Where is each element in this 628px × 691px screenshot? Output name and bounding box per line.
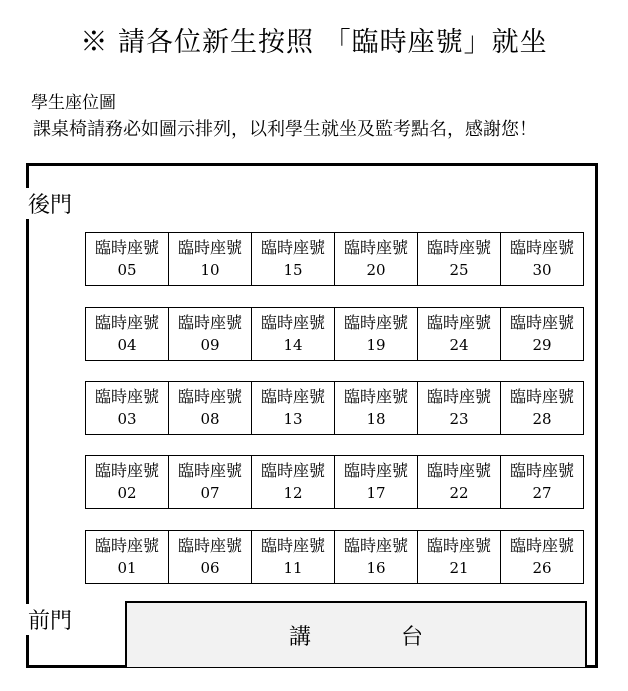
seat-number: 08 [200, 410, 220, 428]
seat-label: 臨時座號 [343, 461, 408, 480]
back-door-label: 後門 [26, 188, 76, 219]
seat-cell [335, 455, 418, 509]
seat-label: 臨時座號 [260, 313, 325, 332]
seat-label: 臨時座號 [94, 387, 159, 406]
seat-label: 臨時座號 [260, 238, 325, 257]
seat-label: 臨時座號 [426, 461, 491, 480]
seat-row [85, 307, 590, 361]
seat-cell [418, 307, 501, 361]
seat-label: 臨時座號 [177, 387, 242, 406]
seat-number: 01 [117, 559, 137, 577]
seat-cell [501, 381, 584, 435]
seat-number: 16 [366, 559, 386, 577]
seat-cell [252, 530, 335, 584]
seat-number: 07 [200, 484, 220, 502]
seat-number: 18 [366, 410, 386, 428]
seat-label: 臨時座號 [426, 387, 491, 406]
seat-label: 臨時座號 [509, 387, 574, 406]
seat-label: 臨時座號 [509, 238, 574, 257]
seat-label: 臨時座號 [343, 387, 408, 406]
seat-number: 21 [449, 559, 469, 577]
seat-label: 臨時座號 [177, 536, 242, 555]
seat-number: 14 [283, 336, 303, 354]
subtitle: 學生座位圖 [31, 93, 116, 113]
seat-number: 28 [532, 410, 552, 428]
seat-number: 26 [532, 559, 552, 577]
seat-number: 22 [449, 484, 469, 502]
seat-cell [86, 307, 169, 361]
seat-cell [169, 530, 252, 584]
instruction-text: 課桌椅請務必如圖示排列，以利學生就坐及監考點名，感謝您！ [33, 119, 537, 140]
seat-label: 臨時座號 [177, 461, 242, 480]
seat-cell [252, 307, 335, 361]
seat-cell [335, 530, 418, 584]
seat-cell [169, 455, 252, 509]
seat-label: 臨時座號 [426, 536, 491, 555]
seat-label: 臨時座號 [509, 313, 574, 332]
seat-label: 臨時座號 [509, 536, 574, 555]
seat-number: 29 [532, 336, 552, 354]
seat-number: 17 [366, 484, 386, 502]
podium-char-1: 講 [288, 624, 311, 650]
seat-number: 19 [366, 336, 386, 354]
seat-cell [169, 232, 252, 286]
seat-label: 臨時座號 [94, 238, 159, 257]
seat-label: 臨時座號 [177, 313, 242, 332]
seat-cell [169, 381, 252, 435]
seat-row [85, 232, 590, 286]
seat-label: 臨時座號 [94, 536, 159, 555]
seat-number: 24 [449, 336, 469, 354]
seat-label: 臨時座號 [343, 238, 408, 257]
seat-number: 11 [283, 559, 303, 577]
seat-cell [252, 455, 335, 509]
seat-number: 23 [449, 410, 469, 428]
seat-label: 臨時座號 [343, 536, 408, 555]
seat-label: 臨時座號 [260, 536, 325, 555]
seat-cell [418, 455, 501, 509]
seat-label: 臨時座號 [94, 313, 159, 332]
seat-number: 30 [532, 261, 552, 279]
seat-cell [418, 381, 501, 435]
seat-row [85, 381, 590, 435]
seat-number: 03 [117, 410, 137, 428]
seat-cell [501, 232, 584, 286]
seat-cell [501, 307, 584, 361]
seat-cell [86, 455, 169, 509]
front-door-label: 前門 [26, 604, 76, 635]
seat-cell [86, 530, 169, 584]
seat-cell [169, 307, 252, 361]
seat-cell [252, 381, 335, 435]
seat-cell [335, 232, 418, 286]
podium [125, 601, 587, 667]
seat-number: 15 [283, 261, 303, 279]
seat-number: 13 [283, 410, 303, 428]
seat-number: 10 [200, 261, 220, 279]
seat-label: 臨時座號 [426, 313, 491, 332]
seat-number: 04 [117, 336, 137, 354]
seat-label: 臨時座號 [260, 461, 325, 480]
seat-number: 12 [283, 484, 303, 502]
podium-char-2: 台 [401, 624, 424, 650]
seat-number: 20 [366, 261, 386, 279]
seat-label: 臨時座號 [94, 461, 159, 480]
seat-cell [335, 381, 418, 435]
seat-cell [501, 455, 584, 509]
seat-row [85, 530, 590, 584]
seat-number: 05 [117, 261, 137, 279]
seat-label: 臨時座號 [426, 238, 491, 257]
seat-cell [86, 232, 169, 286]
seat-label: 臨時座號 [509, 461, 574, 480]
seat-cell [501, 530, 584, 584]
seat-number: 02 [117, 484, 137, 502]
page-title: ※ 請各位新生按照 「臨時座號」就坐 [80, 27, 548, 58]
seat-label: 臨時座號 [343, 313, 408, 332]
classroom-layout [26, 163, 598, 668]
seat-cell [335, 307, 418, 361]
seat-number: 25 [449, 261, 469, 279]
seat-cell [418, 530, 501, 584]
seat-cell [418, 232, 501, 286]
seat-row [85, 455, 590, 509]
seat-number: 06 [200, 559, 220, 577]
seat-number: 27 [532, 484, 552, 502]
seat-label: 臨時座號 [260, 387, 325, 406]
seat-label: 臨時座號 [177, 238, 242, 257]
seat-number: 09 [200, 336, 220, 354]
seat-cell [252, 232, 335, 286]
seat-cell [86, 381, 169, 435]
